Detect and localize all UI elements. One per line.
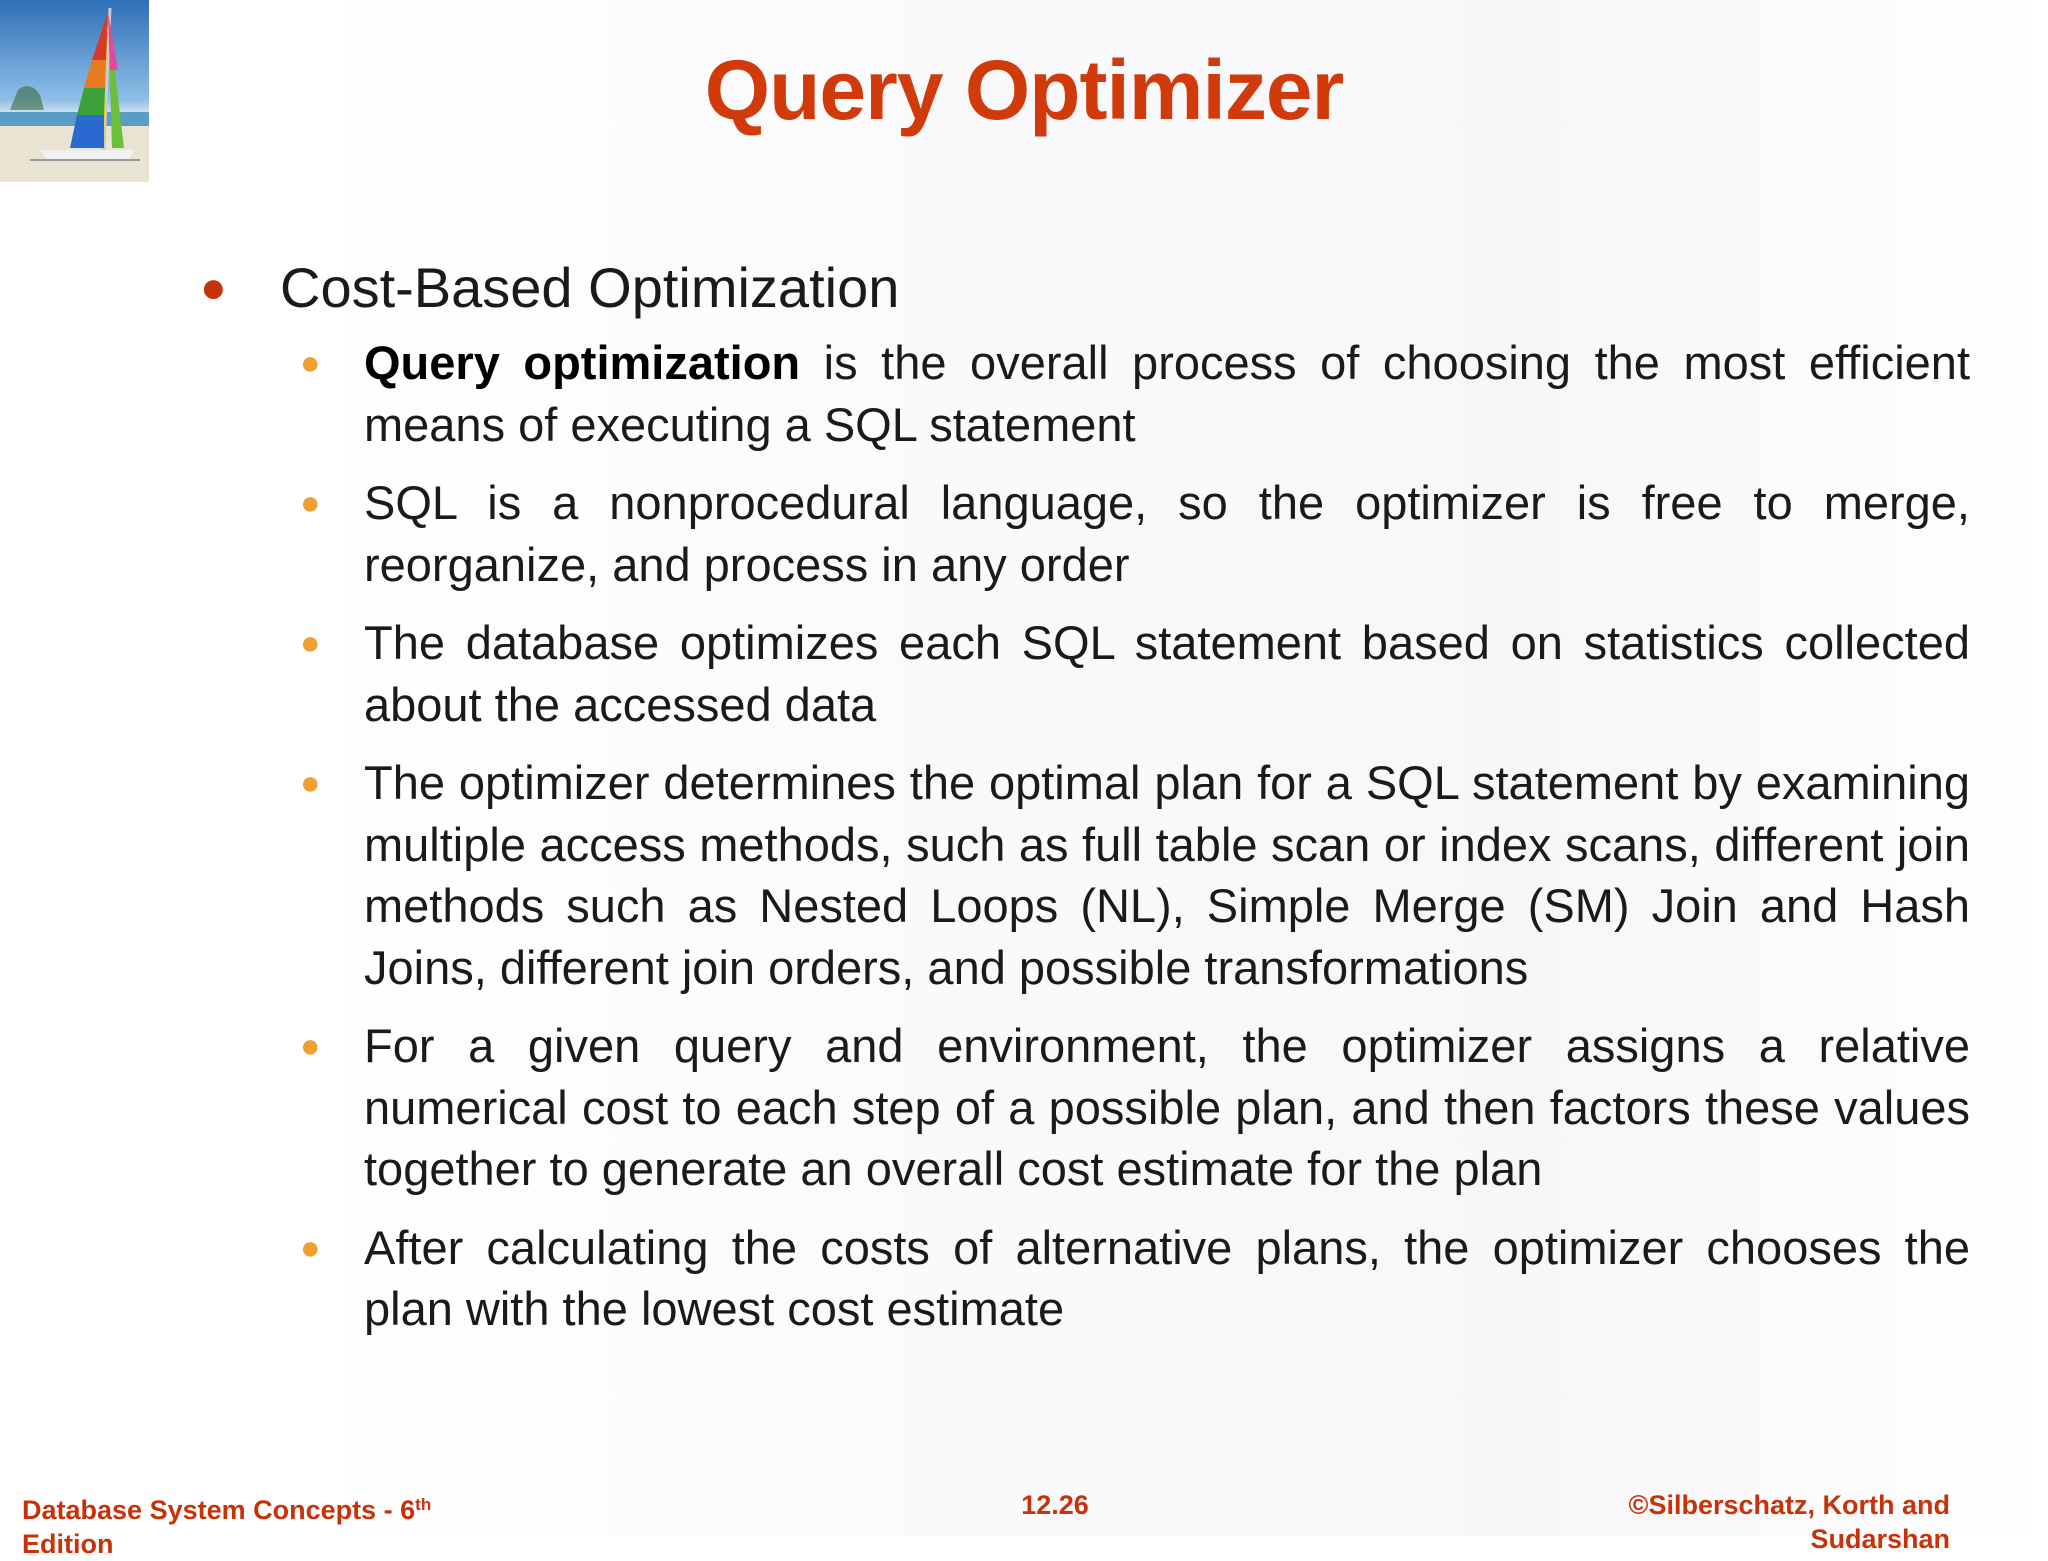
list-item	[300, 612, 1970, 735]
footer-page-number: 12.26	[1021, 1490, 1089, 1520]
footer-left-text: Database System Concepts - 6	[22, 1495, 416, 1525]
bullet-dot-icon: ●	[300, 624, 321, 662]
footer-copyright	[1560, 1488, 1950, 1556]
list-item-text: The database optimizes each SQL statement based on statistics collected about the accessed data	[364, 616, 1970, 731]
list-item	[300, 472, 1970, 595]
list-item-text: The optimizer determines the optimal plan for a SQL statement by examining multiple access methods, such as full table scan or index scans, different join methods such as Nested Loops (NL), Simple Merge (SM) Join and Hash Joins, different join orders, and possible transformations	[364, 756, 1970, 994]
footer-right-line2: Sudarshan	[1810, 1524, 1950, 1554]
bullet-level1-text: Cost-Based Optimization	[280, 256, 900, 319]
list-item	[300, 332, 1970, 455]
list-item	[300, 1217, 1970, 1340]
footer-left-line2: Edition	[22, 1529, 114, 1559]
footer-book-title	[22, 1488, 492, 1561]
list-item-text: SQL is a nonprocedural language, so the optimizer is free to merge, reorganize, and process in any order	[364, 476, 1970, 591]
footer-superscript: th	[415, 1495, 432, 1514]
bullet-dot-icon: ●	[300, 764, 321, 802]
bullet-dot-icon: ●	[300, 344, 321, 382]
bullet-dot-icon: ●	[200, 263, 227, 312]
list-item-body: is the overall process of choosing the most efficient means of executing a SQL statement	[364, 336, 1970, 451]
slide-title: Query Optimizer	[704, 43, 1344, 137]
bullet-dot-icon: ●	[300, 1027, 321, 1065]
bullet-level1	[200, 252, 1970, 324]
list-item-text: After calculating the costs of alternative plans, the optimizer chooses the plan with the lowest cost estimate	[364, 1220, 1970, 1335]
slide-content	[200, 252, 1970, 1357]
footer-right-text: ©Silberschatz, Korth and	[1628, 1490, 1950, 1520]
list-item-text: For a given query and environment, the optimizer assigns a relative numerical cost to each step of a possible plan, and then factors these values together to generate an overall cost estimate for the plan	[364, 1019, 1970, 1195]
list-item	[300, 752, 1970, 998]
list-item	[300, 1015, 1970, 1200]
bullet-dot-icon: ●	[300, 484, 321, 522]
bullet-list	[300, 332, 1970, 1340]
bullet-dot-icon: ●	[300, 1228, 321, 1267]
list-item-text	[364, 332, 1970, 455]
bold-term: Query optimization	[364, 336, 801, 389]
